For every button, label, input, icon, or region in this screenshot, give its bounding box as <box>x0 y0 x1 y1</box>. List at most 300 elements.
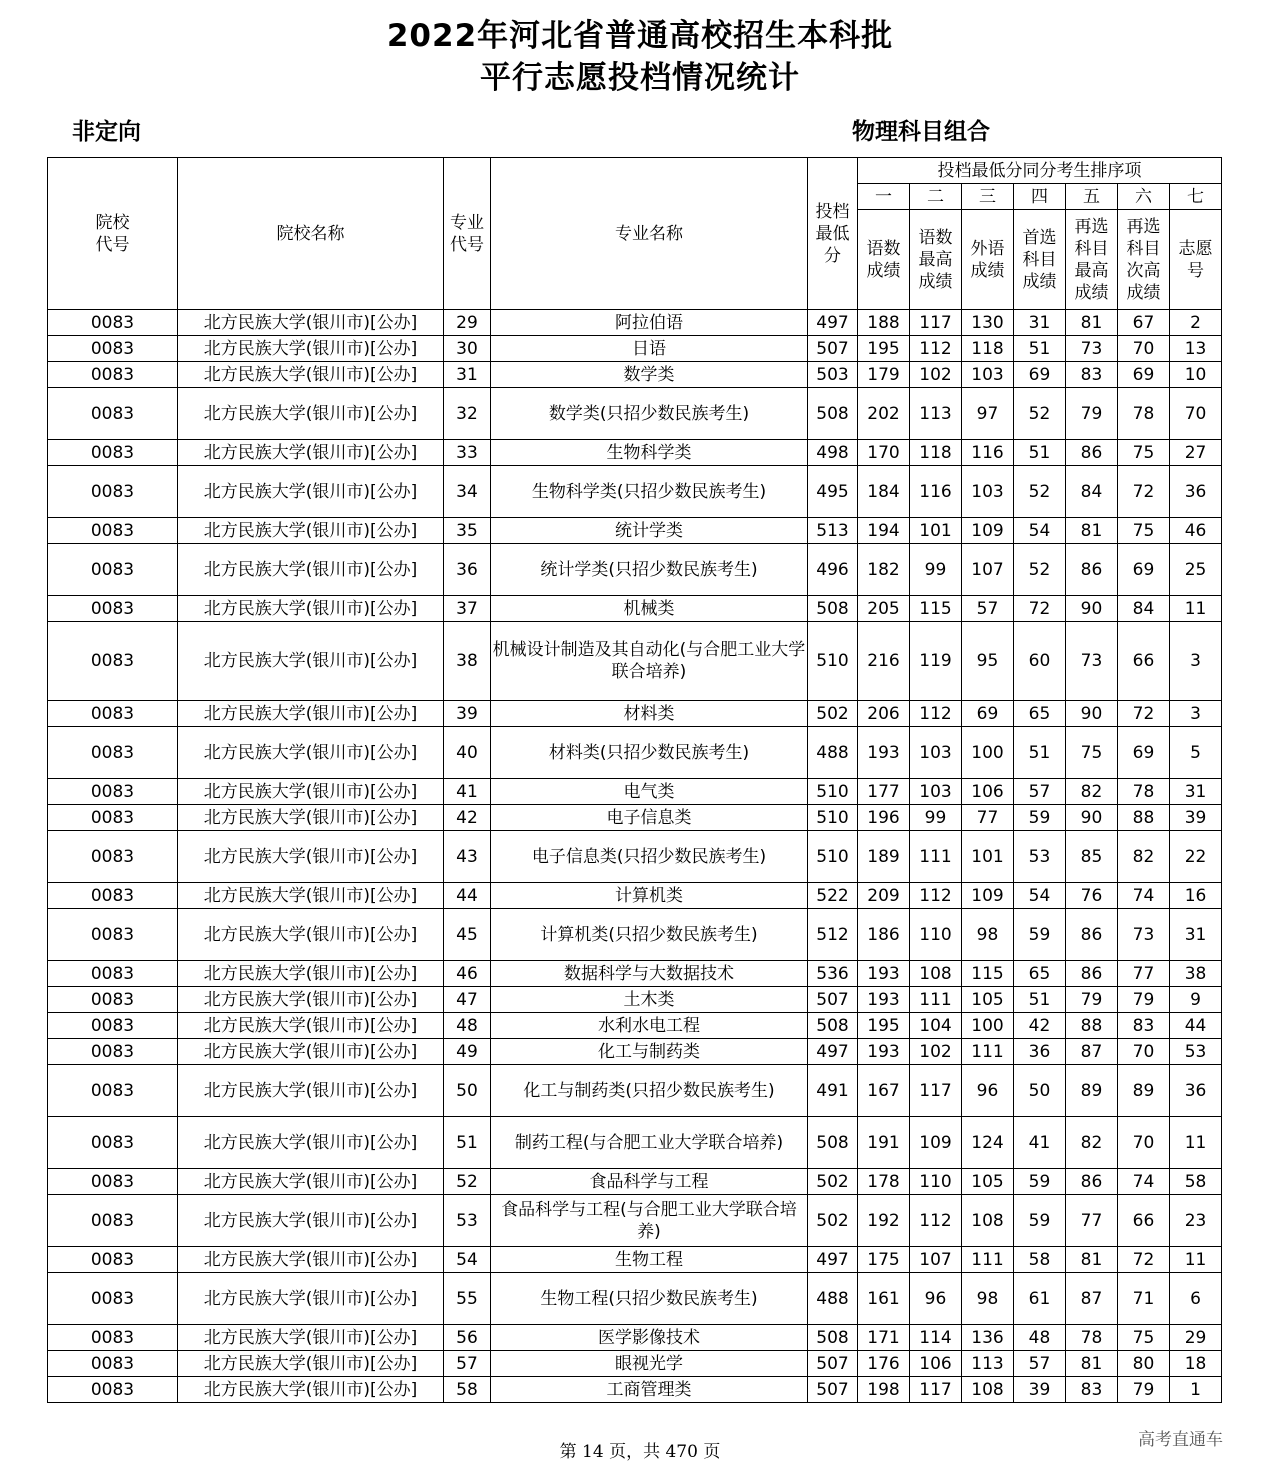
score-3-cell: 118 <box>962 336 1014 362</box>
score-3-cell: 109 <box>962 883 1014 909</box>
header-rank-1: 一 <box>858 184 910 210</box>
school-name-cell: 北方民族大学(银川市)[公办] <box>178 1039 444 1065</box>
score-1-cell: 170 <box>858 440 910 466</box>
score-5-cell: 81 <box>1066 310 1118 336</box>
score-4-cell: 51 <box>1014 336 1066 362</box>
score-3-cell: 115 <box>962 961 1014 987</box>
score-7-cell: 10 <box>1170 362 1222 388</box>
major-name-cell: 生物工程 <box>491 1247 808 1273</box>
min-score-cell: 502 <box>808 701 858 727</box>
score-6-cell: 79 <box>1118 1377 1170 1403</box>
score-3-cell: 108 <box>962 1377 1014 1403</box>
score-4-cell: 48 <box>1014 1325 1066 1351</box>
score-1-cell: 193 <box>858 727 910 779</box>
score-4-cell: 59 <box>1014 1169 1066 1195</box>
school-code-cell: 0083 <box>48 727 178 779</box>
min-score-cell: 497 <box>808 1039 858 1065</box>
score-6-cell: 78 <box>1118 388 1170 440</box>
header-rank-6: 六 <box>1118 184 1170 210</box>
major-code-cell: 32 <box>444 388 491 440</box>
table-row <box>48 362 1222 388</box>
score-2-cell: 111 <box>910 831 962 883</box>
score-7-cell: 2 <box>1170 310 1222 336</box>
score-6-cell: 89 <box>1118 1065 1170 1117</box>
score-5-cell: 79 <box>1066 987 1118 1013</box>
score-4-cell: 52 <box>1014 466 1066 518</box>
school-code-cell: 0083 <box>48 1039 178 1065</box>
min-score-cell: 496 <box>808 544 858 596</box>
score-7-cell: 29 <box>1170 1325 1222 1351</box>
score-7-cell: 1 <box>1170 1377 1222 1403</box>
score-6-cell: 72 <box>1118 466 1170 518</box>
header-major-code: 专业 代号 <box>444 158 491 310</box>
table-row <box>48 544 1222 596</box>
score-3-cell: 109 <box>962 518 1014 544</box>
table-row <box>48 909 1222 961</box>
school-code-cell: 0083 <box>48 544 178 596</box>
score-7-cell: 31 <box>1170 779 1222 805</box>
min-score-cell: 507 <box>808 987 858 1013</box>
score-1-cell: 189 <box>858 831 910 883</box>
score-3-cell: 96 <box>962 1065 1014 1117</box>
score-4-cell: 72 <box>1014 596 1066 622</box>
score-4-cell: 57 <box>1014 1351 1066 1377</box>
major-code-cell: 52 <box>444 1169 491 1195</box>
score-5-cell: 90 <box>1066 701 1118 727</box>
score-7-cell: 25 <box>1170 544 1222 596</box>
score-6-cell: 82 <box>1118 831 1170 883</box>
min-score-cell: 508 <box>808 596 858 622</box>
score-1-cell: 175 <box>858 1247 910 1273</box>
table-row <box>48 1325 1222 1351</box>
score-1-cell: 193 <box>858 961 910 987</box>
major-code-cell: 41 <box>444 779 491 805</box>
score-3-cell: 113 <box>962 1351 1014 1377</box>
major-code-cell: 57 <box>444 1351 491 1377</box>
score-1-cell: 161 <box>858 1273 910 1325</box>
score-7-cell: 53 <box>1170 1039 1222 1065</box>
score-2-cell: 112 <box>910 883 962 909</box>
school-name-cell: 北方民族大学(银川市)[公办] <box>178 883 444 909</box>
major-code-cell: 33 <box>444 440 491 466</box>
score-2-cell: 112 <box>910 701 962 727</box>
major-name-cell: 机械设计制造及其自动化(与合肥工业大学联合培养) <box>491 622 808 701</box>
score-7-cell: 27 <box>1170 440 1222 466</box>
score-6-cell: 71 <box>1118 1273 1170 1325</box>
score-5-cell: 90 <box>1066 805 1118 831</box>
score-5-cell: 84 <box>1066 466 1118 518</box>
score-2-cell: 112 <box>910 336 962 362</box>
score-1-cell: 193 <box>858 987 910 1013</box>
watermark: 高考直通车 <box>1138 1430 1223 1450</box>
score-4-cell: 51 <box>1014 987 1066 1013</box>
score-3-cell: 124 <box>962 1117 1014 1169</box>
major-name-cell: 化工与制药类(只招少数民族考生) <box>491 1065 808 1117</box>
score-4-cell: 53 <box>1014 831 1066 883</box>
header-rank-4: 四 <box>1014 184 1066 210</box>
table-row <box>48 1377 1222 1403</box>
major-name-cell: 计算机类 <box>491 883 808 909</box>
score-3-cell: 111 <box>962 1247 1014 1273</box>
school-code-cell: 0083 <box>48 961 178 987</box>
score-5-cell: 89 <box>1066 1065 1118 1117</box>
score-2-cell: 119 <box>910 622 962 701</box>
score-1-cell: 195 <box>858 336 910 362</box>
score-7-cell: 16 <box>1170 883 1222 909</box>
score-7-cell: 13 <box>1170 336 1222 362</box>
school-code-cell: 0083 <box>48 779 178 805</box>
score-5-cell: 73 <box>1066 336 1118 362</box>
score-7-cell: 3 <box>1170 701 1222 727</box>
score-5-cell: 87 <box>1066 1273 1118 1325</box>
score-1-cell: 191 <box>858 1117 910 1169</box>
major-code-cell: 30 <box>444 336 491 362</box>
score-1-cell: 184 <box>858 466 910 518</box>
school-name-cell: 北方民族大学(银川市)[公办] <box>178 1273 444 1325</box>
score-2-cell: 112 <box>910 1195 962 1247</box>
score-6-cell: 67 <box>1118 310 1170 336</box>
score-3-cell: 98 <box>962 909 1014 961</box>
school-name-cell: 北方民族大学(银川市)[公办] <box>178 831 444 883</box>
school-code-cell: 0083 <box>48 1169 178 1195</box>
school-code-cell: 0083 <box>48 440 178 466</box>
score-5-cell: 81 <box>1066 1247 1118 1273</box>
header-item-5: 再选 科目 最高 成绩 <box>1066 210 1118 310</box>
score-1-cell: 198 <box>858 1377 910 1403</box>
header-major-name: 专业名称 <box>491 158 808 310</box>
school-name-cell: 北方民族大学(银川市)[公办] <box>178 909 444 961</box>
table-row <box>48 831 1222 883</box>
score-2-cell: 101 <box>910 518 962 544</box>
major-code-cell: 54 <box>444 1247 491 1273</box>
score-1-cell: 171 <box>858 1325 910 1351</box>
score-7-cell: 38 <box>1170 961 1222 987</box>
school-code-cell: 0083 <box>48 701 178 727</box>
major-code-cell: 51 <box>444 1117 491 1169</box>
score-4-cell: 39 <box>1014 1377 1066 1403</box>
score-6-cell: 70 <box>1118 336 1170 362</box>
major-name-cell: 统计学类(只招少数民族考生) <box>491 544 808 596</box>
score-1-cell: 194 <box>858 518 910 544</box>
score-7-cell: 5 <box>1170 727 1222 779</box>
school-name-cell: 北方民族大学(银川市)[公办] <box>178 362 444 388</box>
header-item-3: 外语 成绩 <box>962 210 1014 310</box>
score-4-cell: 59 <box>1014 805 1066 831</box>
score-5-cell: 86 <box>1066 909 1118 961</box>
school-name-cell: 北方民族大学(银川市)[公办] <box>178 466 444 518</box>
min-score-cell: 510 <box>808 622 858 701</box>
min-score-cell: 513 <box>808 518 858 544</box>
major-code-cell: 49 <box>444 1039 491 1065</box>
score-2-cell: 102 <box>910 1039 962 1065</box>
page-title: 2022年河北省普通高校招生本科批 <box>386 18 894 54</box>
min-score-cell: 507 <box>808 336 858 362</box>
min-score-cell: 488 <box>808 727 858 779</box>
min-score-cell: 502 <box>808 1195 858 1247</box>
score-7-cell: 3 <box>1170 622 1222 701</box>
score-5-cell: 90 <box>1066 596 1118 622</box>
score-6-cell: 73 <box>1118 909 1170 961</box>
header-item-4: 首选 科目 成绩 <box>1014 210 1066 310</box>
score-7-cell: 11 <box>1170 1247 1222 1273</box>
school-code-cell: 0083 <box>48 909 178 961</box>
header-rank-3: 三 <box>962 184 1014 210</box>
score-5-cell: 82 <box>1066 1117 1118 1169</box>
score-1-cell: 192 <box>858 1195 910 1247</box>
score-5-cell: 86 <box>1066 544 1118 596</box>
major-code-cell: 37 <box>444 596 491 622</box>
major-name-cell: 食品科学与工程(与合肥工业大学联合培养) <box>491 1195 808 1247</box>
score-1-cell: 182 <box>858 544 910 596</box>
score-4-cell: 51 <box>1014 727 1066 779</box>
score-7-cell: 18 <box>1170 1351 1222 1377</box>
school-code-cell: 0083 <box>48 987 178 1013</box>
score-4-cell: 57 <box>1014 779 1066 805</box>
score-2-cell: 99 <box>910 544 962 596</box>
category-label: 非定向 <box>72 119 141 145</box>
major-code-cell: 39 <box>444 701 491 727</box>
major-name-cell: 统计学类 <box>491 518 808 544</box>
school-code-cell: 0083 <box>48 336 178 362</box>
table-row <box>48 779 1222 805</box>
school-code-cell: 0083 <box>48 1273 178 1325</box>
table-row <box>48 701 1222 727</box>
score-4-cell: 31 <box>1014 310 1066 336</box>
score-1-cell: 205 <box>858 596 910 622</box>
score-4-cell: 65 <box>1014 961 1066 987</box>
score-7-cell: 39 <box>1170 805 1222 831</box>
major-code-cell: 29 <box>444 310 491 336</box>
score-3-cell: 111 <box>962 1039 1014 1065</box>
school-name-cell: 北方民族大学(银川市)[公办] <box>178 544 444 596</box>
score-2-cell: 110 <box>910 1169 962 1195</box>
table-row <box>48 1195 1222 1247</box>
score-4-cell: 58 <box>1014 1247 1066 1273</box>
major-name-cell: 数学类 <box>491 362 808 388</box>
major-name-cell: 日语 <box>491 336 808 362</box>
score-4-cell: 42 <box>1014 1013 1066 1039</box>
score-3-cell: 100 <box>962 727 1014 779</box>
score-5-cell: 83 <box>1066 362 1118 388</box>
header-school-code: 院校 代号 <box>48 158 178 310</box>
score-6-cell: 66 <box>1118 1195 1170 1247</box>
score-4-cell: 69 <box>1014 362 1066 388</box>
score-4-cell: 60 <box>1014 622 1066 701</box>
score-7-cell: 70 <box>1170 388 1222 440</box>
major-name-cell: 化工与制药类 <box>491 1039 808 1065</box>
major-name-cell: 生物工程(只招少数民族考生) <box>491 1273 808 1325</box>
school-name-cell: 北方民族大学(银川市)[公办] <box>178 1325 444 1351</box>
score-5-cell: 85 <box>1066 831 1118 883</box>
min-score-cell: 507 <box>808 1351 858 1377</box>
score-1-cell: 216 <box>858 622 910 701</box>
score-6-cell: 83 <box>1118 1013 1170 1039</box>
school-name-cell: 北方民族大学(银川市)[公办] <box>178 1065 444 1117</box>
major-name-cell: 阿拉伯语 <box>491 310 808 336</box>
score-3-cell: 69 <box>962 701 1014 727</box>
school-code-cell: 0083 <box>48 1351 178 1377</box>
score-4-cell: 41 <box>1014 1117 1066 1169</box>
score-6-cell: 75 <box>1118 440 1170 466</box>
major-code-cell: 44 <box>444 883 491 909</box>
score-1-cell: 206 <box>858 701 910 727</box>
score-4-cell: 61 <box>1014 1273 1066 1325</box>
score-7-cell: 46 <box>1170 518 1222 544</box>
min-score-cell: 502 <box>808 1169 858 1195</box>
major-name-cell: 制药工程(与合肥工业大学联合培养) <box>491 1117 808 1169</box>
score-1-cell: 178 <box>858 1169 910 1195</box>
score-3-cell: 105 <box>962 987 1014 1013</box>
table-row <box>48 466 1222 518</box>
major-code-cell: 48 <box>444 1013 491 1039</box>
min-score-cell: 491 <box>808 1065 858 1117</box>
score-6-cell: 69 <box>1118 544 1170 596</box>
score-7-cell: 44 <box>1170 1013 1222 1039</box>
school-name-cell: 北方民族大学(银川市)[公办] <box>178 1247 444 1273</box>
score-5-cell: 83 <box>1066 1377 1118 1403</box>
major-code-cell: 53 <box>444 1195 491 1247</box>
school-name-cell: 北方民族大学(银川市)[公办] <box>178 1195 444 1247</box>
score-5-cell: 88 <box>1066 1013 1118 1039</box>
major-code-cell: 35 <box>444 518 491 544</box>
score-5-cell: 79 <box>1066 388 1118 440</box>
score-4-cell: 59 <box>1014 909 1066 961</box>
score-2-cell: 116 <box>910 466 962 518</box>
score-6-cell: 84 <box>1118 596 1170 622</box>
score-1-cell: 195 <box>858 1013 910 1039</box>
school-code-cell: 0083 <box>48 362 178 388</box>
major-name-cell: 机械类 <box>491 596 808 622</box>
score-7-cell: 11 <box>1170 596 1222 622</box>
min-score-cell: 488 <box>808 1273 858 1325</box>
score-2-cell: 109 <box>910 1117 962 1169</box>
score-5-cell: 87 <box>1066 1039 1118 1065</box>
score-4-cell: 51 <box>1014 440 1066 466</box>
school-name-cell: 北方民族大学(银川市)[公办] <box>178 961 444 987</box>
score-5-cell: 82 <box>1066 779 1118 805</box>
header-item-7: 志愿 号 <box>1170 210 1222 310</box>
school-code-cell: 0083 <box>48 1377 178 1403</box>
score-7-cell: 36 <box>1170 1065 1222 1117</box>
table-row <box>48 596 1222 622</box>
score-2-cell: 103 <box>910 727 962 779</box>
score-3-cell: 106 <box>962 779 1014 805</box>
header-tiebreak-group: 投档最低分同分考生排序项 <box>858 158 1222 184</box>
min-score-cell: 507 <box>808 1377 858 1403</box>
score-6-cell: 69 <box>1118 727 1170 779</box>
major-code-cell: 31 <box>444 362 491 388</box>
score-2-cell: 117 <box>910 1065 962 1117</box>
major-code-cell: 47 <box>444 987 491 1013</box>
major-code-cell: 36 <box>444 544 491 596</box>
score-1-cell: 167 <box>858 1065 910 1117</box>
table-row <box>48 1065 1222 1117</box>
school-name-cell: 北方民族大学(银川市)[公办] <box>178 440 444 466</box>
header-item-1: 语数 成绩 <box>858 210 910 310</box>
school-name-cell: 北方民族大学(银川市)[公办] <box>178 1377 444 1403</box>
major-name-cell: 食品科学与工程 <box>491 1169 808 1195</box>
min-score-cell: 510 <box>808 805 858 831</box>
table-row <box>48 805 1222 831</box>
score-2-cell: 115 <box>910 596 962 622</box>
header-rank-2: 二 <box>910 184 962 210</box>
major-name-cell: 生物科学类(只招少数民族考生) <box>491 466 808 518</box>
score-7-cell: 22 <box>1170 831 1222 883</box>
major-name-cell: 水利水电工程 <box>491 1013 808 1039</box>
score-4-cell: 59 <box>1014 1195 1066 1247</box>
school-code-cell: 0083 <box>48 883 178 909</box>
admission-table <box>47 157 1222 1403</box>
score-5-cell: 86 <box>1066 1169 1118 1195</box>
score-7-cell: 9 <box>1170 987 1222 1013</box>
major-code-cell: 58 <box>444 1377 491 1403</box>
score-3-cell: 101 <box>962 831 1014 883</box>
school-name-cell: 北方民族大学(银川市)[公办] <box>178 1169 444 1195</box>
major-name-cell: 材料类 <box>491 701 808 727</box>
major-code-cell: 40 <box>444 727 491 779</box>
score-3-cell: 130 <box>962 310 1014 336</box>
school-code-cell: 0083 <box>48 596 178 622</box>
header-item-6: 再选 科目 次高 成绩 <box>1118 210 1170 310</box>
score-1-cell: 209 <box>858 883 910 909</box>
score-3-cell: 57 <box>962 596 1014 622</box>
score-5-cell: 86 <box>1066 440 1118 466</box>
score-5-cell: 81 <box>1066 1351 1118 1377</box>
score-7-cell: 31 <box>1170 909 1222 961</box>
score-4-cell: 54 <box>1014 518 1066 544</box>
table-row <box>48 883 1222 909</box>
table-row <box>48 622 1222 701</box>
score-2-cell: 118 <box>910 440 962 466</box>
score-1-cell: 188 <box>858 310 910 336</box>
school-name-cell: 北方民族大学(银川市)[公办] <box>178 336 444 362</box>
table-row <box>48 987 1222 1013</box>
score-2-cell: 110 <box>910 909 962 961</box>
score-1-cell: 193 <box>858 1039 910 1065</box>
school-code-cell: 0083 <box>48 1065 178 1117</box>
score-3-cell: 116 <box>962 440 1014 466</box>
major-code-cell: 45 <box>444 909 491 961</box>
table-row <box>48 1013 1222 1039</box>
school-code-cell: 0083 <box>48 1195 178 1247</box>
school-name-cell: 北方民族大学(银川市)[公办] <box>178 1013 444 1039</box>
school-code-cell: 0083 <box>48 805 178 831</box>
min-score-cell: 508 <box>808 388 858 440</box>
table-row <box>48 336 1222 362</box>
table-row <box>48 388 1222 440</box>
score-2-cell: 106 <box>910 1351 962 1377</box>
major-code-cell: 34 <box>444 466 491 518</box>
score-6-cell: 66 <box>1118 622 1170 701</box>
school-code-cell: 0083 <box>48 1117 178 1169</box>
score-1-cell: 176 <box>858 1351 910 1377</box>
score-1-cell: 196 <box>858 805 910 831</box>
major-name-cell: 眼视光学 <box>491 1351 808 1377</box>
score-3-cell: 108 <box>962 1195 1014 1247</box>
school-code-cell: 0083 <box>48 622 178 701</box>
major-code-cell: 46 <box>444 961 491 987</box>
score-6-cell: 79 <box>1118 987 1170 1013</box>
score-5-cell: 81 <box>1066 518 1118 544</box>
major-name-cell: 生物科学类 <box>491 440 808 466</box>
score-4-cell: 54 <box>1014 883 1066 909</box>
score-2-cell: 117 <box>910 1377 962 1403</box>
min-score-cell: 508 <box>808 1325 858 1351</box>
score-1-cell: 177 <box>858 779 910 805</box>
score-2-cell: 99 <box>910 805 962 831</box>
school-code-cell: 0083 <box>48 1325 178 1351</box>
score-2-cell: 103 <box>910 779 962 805</box>
